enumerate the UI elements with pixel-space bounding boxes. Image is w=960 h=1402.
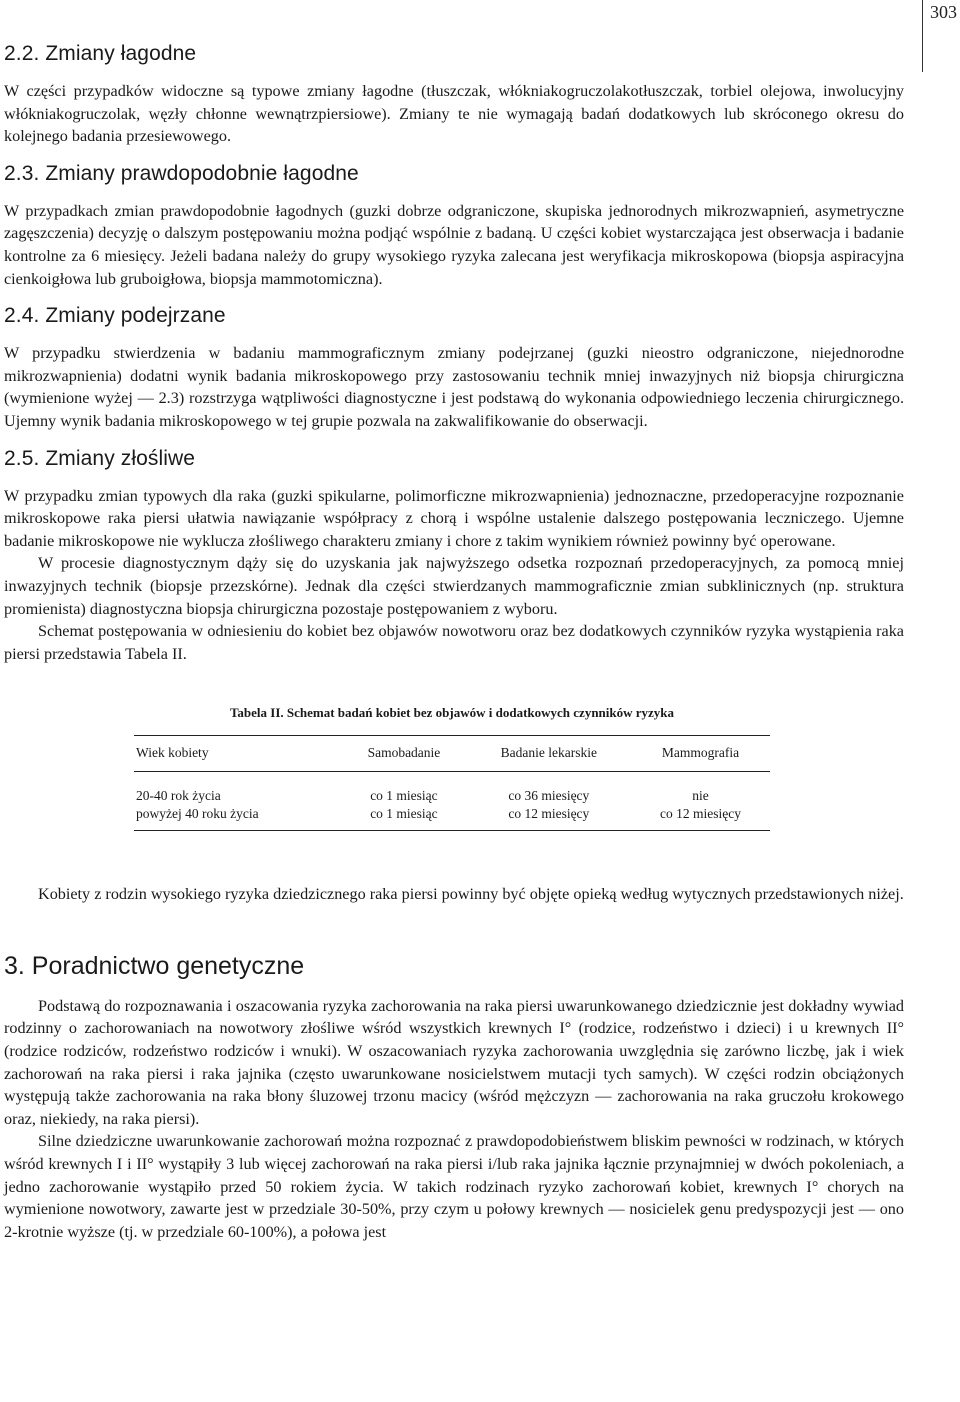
column-header: Mammografia: [661, 745, 740, 761]
table-row: [134, 772, 770, 806]
paragraph: W części przypadków widoczne są typowe zmiany łagodne (tłuszczak, włókniakogruczolakotłuszczak, torbiel olejowa, inwolucyjny włókniakogruczolak, węzły chłonne wewnątrzpiersiowe). Zmiany te nie wymagają badań dodatkowych lub skróconego okresu do kolejnego badania przesiewowego.: [4, 82, 904, 146]
paragraph: Schemat postępowania w odniesieniu do kobiet bez objawów nowotworu oraz bez dodatkowych czynników ryzyka wystąpienia raka piersi przedstawia Tabela II.: [4, 622, 904, 663]
section-2-2: [4, 42, 904, 148]
paragraph: W procesie diagnostycznym dąży się do uzyskania jak najwyższego odsetka rozpoznań przedoperacyjnych, za pomocą mniej inwazyjnych technik (biopsje przezskórne). Jednak dla części stwierdzanych mammograficznie zmian subklinicznych (np. struktura promienista) diagnostyczna biopsja chirurgiczna pozostaje postępowaniem z wyboru.: [4, 554, 904, 618]
table-ii: [134, 705, 770, 831]
page-number: 303: [930, 2, 957, 22]
column-header: Badanie lekarskie: [500, 745, 597, 761]
table-caption: Tabela II. Schemat badań kobiet bez objawów i dodatkowych czynników ryzyka: [229, 705, 675, 721]
table-cell: co 36 miesięcy: [508, 788, 590, 804]
table-cell: co 12 miesięcy: [508, 806, 590, 822]
after-table-text: [4, 883, 904, 906]
paragraph: W przypadku stwierdzenia w badaniu mammograficznym zmiany podejrzanej (guzki nieostro odgraniczone, niejednorodne mikrozwapnienia) dodatni wynik badania mikroskopowego przy zastosowaniu technik mniej inwazyjnych niż biopsja chirurgiczna (wymienione wyżej — 2.3) rozstrzyga wątpliwości diagnostyczne i jest podstawą do wykonania odpowiedniego leczenia chirurgicznego. Ujemny wynik badania mikroskopowego w tej grupie pozwala na zakwalifikowanie do obserwacji.: [4, 344, 904, 430]
paragraph: Kobiety z rodzin wysokiego ryzyka dziedzicznego raka piersi powinny być objęte opieką według wytycznych przedstawionych niżej.: [38, 885, 904, 904]
page-content: [4, 42, 904, 1243]
table-header-row: [134, 736, 770, 772]
column-header: Samobadanie: [367, 745, 441, 761]
section-heading-3: 3. Poradnictwo genetyczne: [4, 951, 305, 980]
paragraph: W przypadkach zmian prawdopodobnie łagodnych (guzki dobrze odgraniczone, skupiska jednorodnych mikrozwapnień, asymetryczne zagęszczenia) decyzję o dalszym postępowaniu można podjąć wspólnie z badaną. U części kobiet wystarczająca jest obserwacja i badanie kontrolne za 6 miesięcy. Jeżeli badana należy do grupy wysokiego ryzyka zalecana jest weryfikacja mikroskopowa (biopsja aspiracyjna cienkoigłowa lub gruboigłowa, biopsja mammotomiczna).: [4, 201, 904, 288]
paragraph: W przypadku zmian typowych dla raka (guzki spikularne, polimorficzne mikrozwapnienia) jednoznaczne, przedoperacyjne rozpoznanie mikroskopowe raka piersi ułatwia nawiązanie współpracy z chorą i wspólne ustalenie dalszego postępowania leczniczego. Ujemne badanie mikroskopowe nie wyklucza złośliwego charakteru zmiany i chore z takim wynikiem również powinny być operowane.: [4, 486, 904, 550]
paragraph: Silne dziedziczne uwarunkowanie zachorowań można rozpoznać z prawdopodobieństwem bliskim pewności w rodzinach, w których wśród krewnych I i II° wystąpiły 3 lub więcej zachorowań na raka piersi i/lub raka jajnika łącznie przynajmniej w dwóch pokoleniach, a jedno zachorowanie wystąpiło przed 50 rokiem życia. W takich rodzinach ryzyko zachorowań kobiet, krewnych I° chorych na wymienione nowotwory, zawarte jest w przedziale 30-50%, przy czym u połowy krewnych — nosicielek genu predyspozycji jest — ono 2-krotnie wyższe (tj. w przedziale 60-100%), a połowa jest: [4, 1132, 904, 1241]
paragraph: Podstawą do rozpoznawania i oszacowania ryzyka zachorowania na raka piersi uwarunkowanego dziedzicznie jest dokładny wywiad rodzinny o zachorowaniach na nowotwory złośliwe wśród wszystkich krewnych I° (rodzice, rodzeństwo i dzieci) i u krewnych II° (rodzice rodziców, rodzeństwo rodziców i wnuki). W oszacowaniach ryzyka zachorowania uwzględnia się zarówno liczbę, jak i wiek zachorowań na raka piersi i raka jajnika (często uwarunkowane nosicielstwem mutacji tych samych). W części rodzin obciążonych występują także zachorowania na raka błony śluzowej trzonu macicy (wśród mężczyzn — zachorowania na raka gruczołu krokowego oraz, niekiedy, na raka piersi).: [4, 996, 904, 1128]
section-2-5: [4, 447, 904, 666]
section-3: [4, 952, 904, 1244]
table-cell: nie: [692, 788, 709, 804]
table-cell: co 12 miesięcy: [659, 806, 741, 822]
section-2-4: [4, 304, 904, 432]
table-cell: 20-40 rok życia: [136, 788, 221, 804]
table-cell: powyżej 40 roku życia: [136, 806, 259, 822]
section-heading-2-5: 2.5. Zmiany złośliwe: [4, 446, 196, 470]
table-row: [134, 805, 770, 831]
section-heading-2-4: 2.4. Zmiany podejrzane: [4, 304, 226, 328]
screening-schedule-table: [134, 735, 770, 831]
table-cell: co 1 miesiąc: [370, 806, 438, 822]
page-rule: [922, 0, 923, 72]
section-heading-2-2: 2.2. Zmiany łagodne: [4, 42, 197, 65]
section-heading-2-3: 2.3. Zmiany prawdopodobnie łagodne: [4, 161, 359, 185]
section-2-3: [4, 162, 904, 290]
table-cell: co 1 miesiąc: [370, 788, 438, 804]
column-header: Wiek kobiety: [136, 745, 209, 761]
